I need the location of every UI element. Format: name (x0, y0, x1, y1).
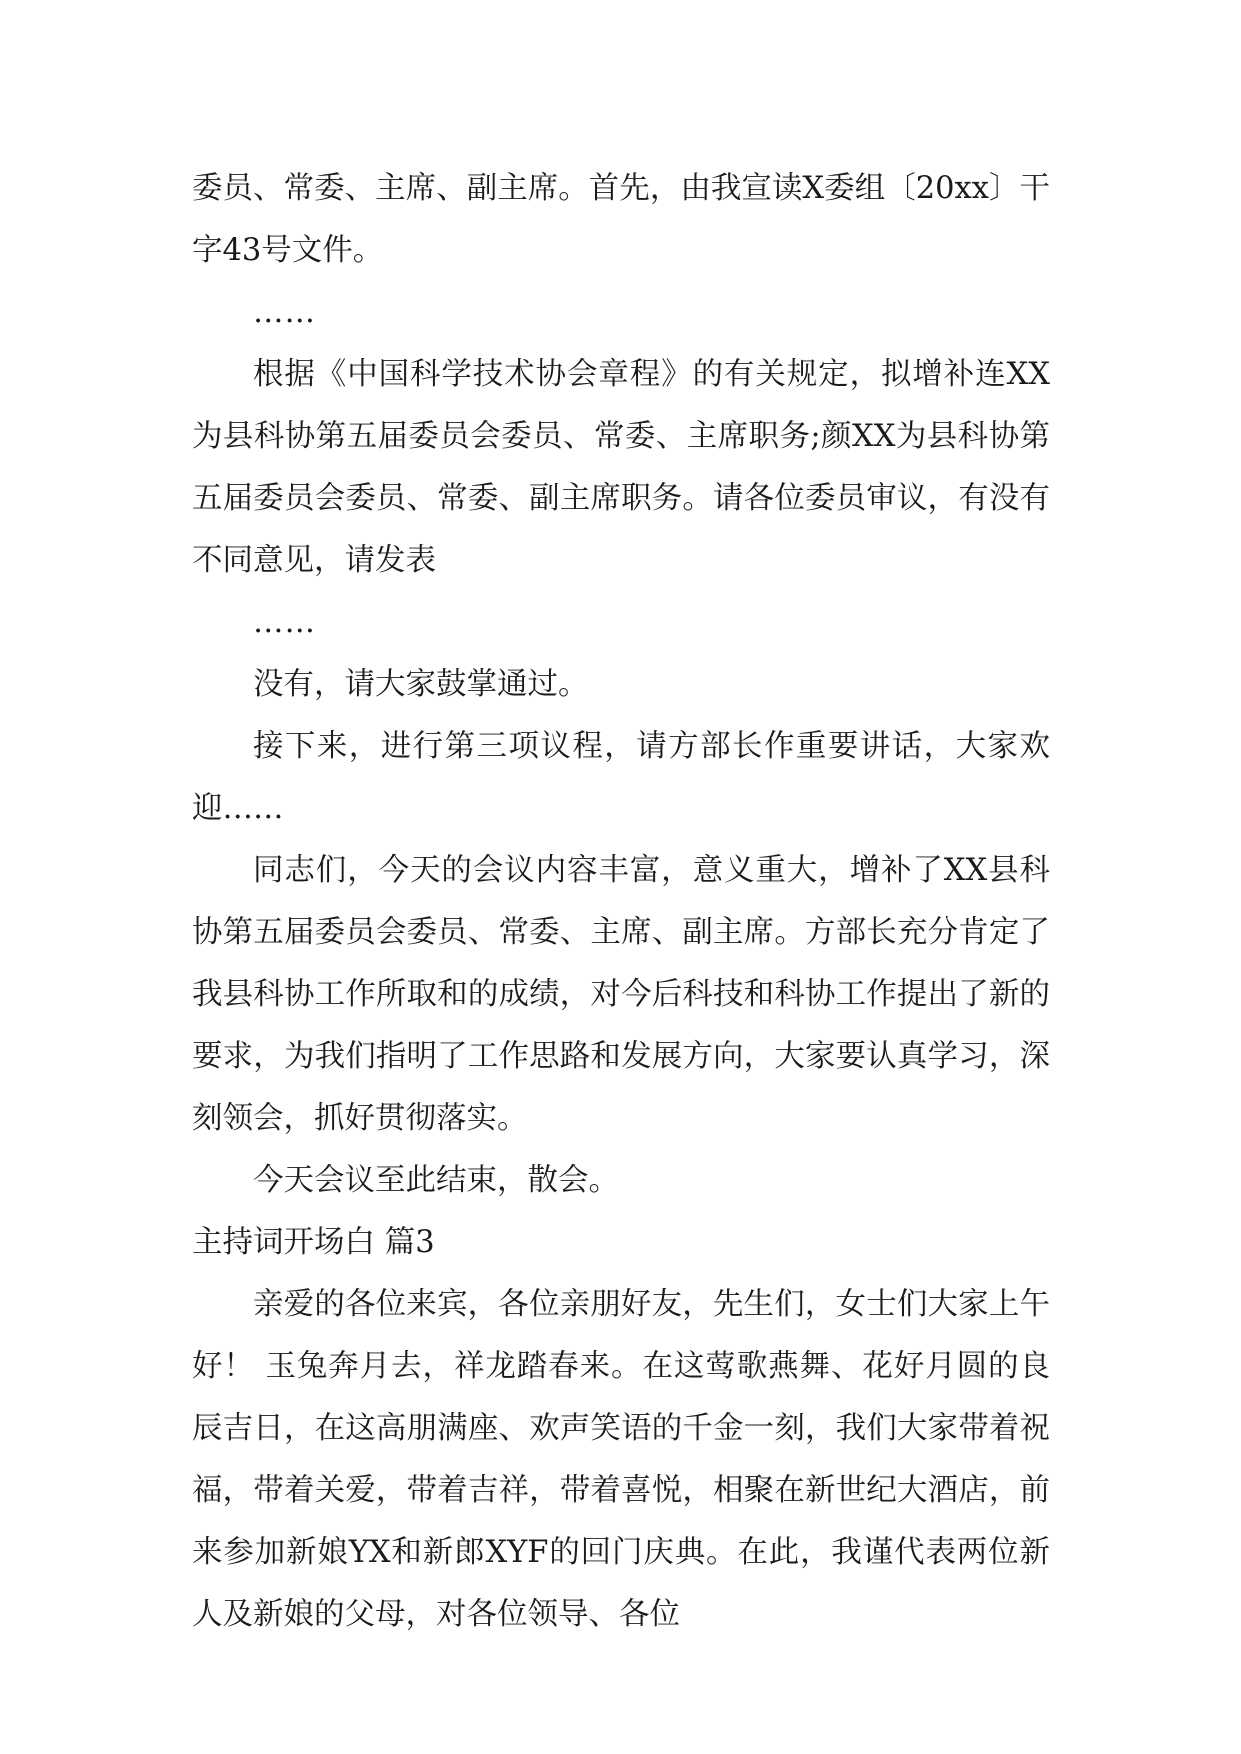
section-heading: 主持词开场白 篇3 (192, 1225, 435, 1260)
paragraph-summary: 同志们，今天的会议内容丰富，意义重大，增补了XX县科协第五届委员会委员、常委、主席、副主席。方部长充分肯定了我县科协工作所取和的成绩，对今后科技和科协工作提出了新的要求，为我们指明了工作思路和发展方向，大家要认真学习，深刻领会，抓好贯彻落实。 (192, 853, 1050, 1136)
paragraph-closing: 今天会议至此结束，散会。 (253, 1163, 619, 1198)
paragraph-approval: 没有，请大家鼓掌通过。 (253, 667, 589, 702)
ellipsis-line: …… (253, 295, 316, 330)
paragraph-opening-speech: 亲爱的各位来宾，各位亲朋好友，先生们，女士们大家上午好！ 玉兔奔月去，祥龙踏春来。在这莺歌燕舞、花好月圆的良辰吉日，在这高朋满座、欢声笑语的千金一刻，我们大家带着祝福，带着关爱，带着吉祥，带着喜悦，相聚在新世纪大酒店，前来参加新娘YX和新郎XYF的回门庆典。在此，我谨代表两位新人及新娘的父母，对各位领导、各位 (192, 1287, 1050, 1632)
paragraph-continuation: 委员、常委、主席、副主席。首先，由我宣读X委组〔20xx〕干字43号文件。 (192, 171, 1050, 268)
ellipsis-line: …… (253, 605, 316, 640)
document-body (192, 158, 1050, 1646)
paragraph-third-agenda: 接下来，进行第三项议程，请方部长作重要讲话，大家欢迎…… (192, 729, 1050, 826)
paragraph-nomination: 根据《中国科学技术协会章程》的有关规定，拟增补连XX为县科协第五届委员会委员、常委、主席职务;颜XX为县科协第五届委员会委员、常委、副主席职务。请各位委员审议，有没有不同意见，请发表 (192, 357, 1050, 578)
